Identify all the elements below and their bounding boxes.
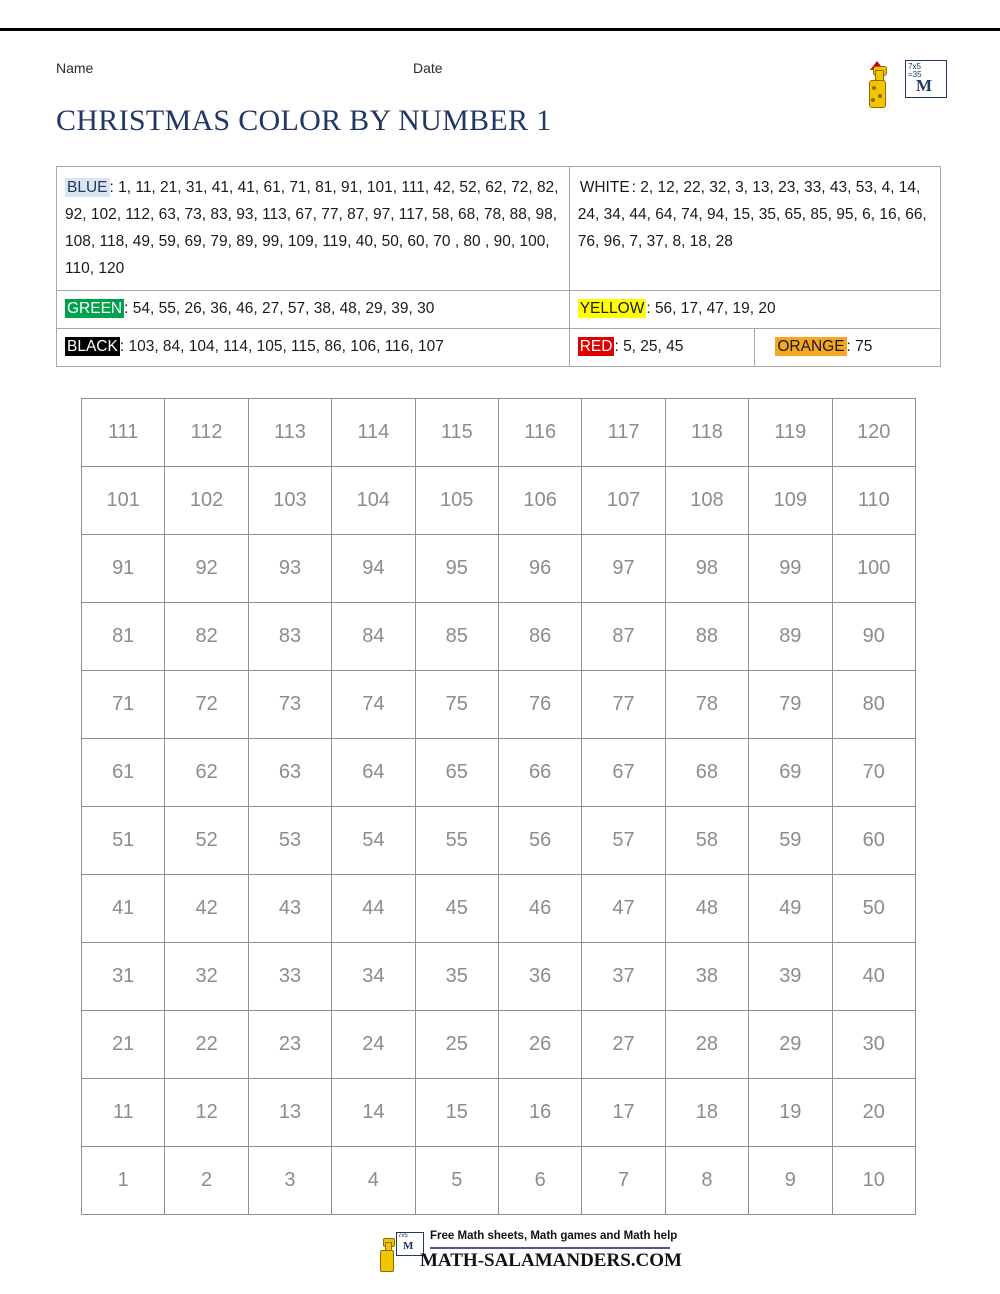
grid-cell[interactable]: 37	[582, 943, 665, 1011]
grid-cell[interactable]: 7	[582, 1147, 665, 1215]
footer-tagline: Free Math sheets, Math games and Math help	[430, 1230, 678, 1242]
grid-cell[interactable]: 93	[248, 535, 331, 603]
color-key-table	[56, 166, 941, 367]
table-row	[82, 807, 916, 875]
grid-cell[interactable]: 109	[749, 467, 832, 535]
giraffe-spot	[872, 86, 876, 90]
grid-cell[interactable]: 73	[248, 671, 331, 739]
key-numbers-blue: : 1, 11, 21, 31, 41, 41, 61, 71, 81, 91, 101, 111, 42, 52, 62, 72, 82, 92, 102, 112, 63, 73, 83, 93, 113, 67, 77, 87, 97, 117, 58, 68, 78, 88, 98, 108, 118, 49, 59, 69, 79, 89, 99, 109, 119, 40, 50, 60, 70 , 80 , 90, 100, 110, 120	[65, 179, 559, 277]
grid-cell[interactable]: 72	[165, 671, 248, 739]
grid-cell[interactable]: 1	[82, 1147, 165, 1215]
grid-cell[interactable]: 34	[332, 943, 415, 1011]
grid-cell[interactable]: 116	[498, 399, 581, 467]
grid-cell[interactable]: 47	[582, 875, 665, 943]
grid-cell[interactable]: 98	[665, 535, 748, 603]
grid-cell[interactable]: 80	[832, 671, 915, 739]
logo-badge-line2: =35	[908, 70, 922, 79]
grid-cell[interactable]: 49	[749, 875, 832, 943]
grid-cell[interactable]: 85	[415, 603, 498, 671]
grid-cell[interactable]: 35	[415, 943, 498, 1011]
table-row	[82, 671, 916, 739]
grid-cell[interactable]: 48	[665, 875, 748, 943]
date-label: Date	[413, 60, 443, 76]
grid-cell[interactable]: 69	[749, 739, 832, 807]
grid-cell[interactable]: 71	[82, 671, 165, 739]
grid-cell[interactable]: 32	[165, 943, 248, 1011]
table-row	[82, 467, 916, 535]
grid-cell[interactable]: 15	[415, 1079, 498, 1147]
grid-cell[interactable]: 65	[415, 739, 498, 807]
grid-cell[interactable]: 41	[82, 875, 165, 943]
grid-cell[interactable]: 117	[582, 399, 665, 467]
key-cell-red	[570, 329, 755, 366]
grid-cell[interactable]: 75	[415, 671, 498, 739]
grid-cell[interactable]: 107	[582, 467, 665, 535]
key-cell-blue	[57, 167, 570, 291]
grid-cell[interactable]: 77	[582, 671, 665, 739]
page-footer	[0, 1228, 1000, 1288]
key-row-green-yellow	[57, 291, 941, 329]
logo-badge-line1: 7x5	[908, 62, 921, 71]
footer-giraffe-icon	[378, 1238, 396, 1274]
table-row	[82, 875, 916, 943]
grid-cell[interactable]: 43	[248, 875, 331, 943]
grid-cell[interactable]: 115	[415, 399, 498, 467]
grid-cell[interactable]: 103	[248, 467, 331, 535]
logo-badge-letter: M	[916, 76, 933, 95]
grid-cell[interactable]: 12	[165, 1079, 248, 1147]
table-row	[82, 739, 916, 807]
grid-cell[interactable]: 99	[749, 535, 832, 603]
grid-cell[interactable]: 70	[832, 739, 915, 807]
grid-cell[interactable]: 100	[832, 535, 915, 603]
key-cell-white	[569, 167, 940, 291]
grid-cell[interactable]: 40	[832, 943, 915, 1011]
grid-cell[interactable]: 97	[582, 535, 665, 603]
grid-cell[interactable]: 25	[415, 1011, 498, 1079]
grid-cell[interactable]: 22	[165, 1011, 248, 1079]
grid-cell[interactable]: 38	[665, 943, 748, 1011]
grid-cell[interactable]: 20	[832, 1079, 915, 1147]
grid-cell[interactable]: 82	[165, 603, 248, 671]
grid-cell[interactable]: 90	[832, 603, 915, 671]
key-numbers-orange: : 75	[846, 338, 873, 355]
grid-cell[interactable]: 18	[665, 1079, 748, 1147]
grid-cell[interactable]: 16	[498, 1079, 581, 1147]
table-row	[82, 1011, 916, 1079]
grid-cell[interactable]: 26	[498, 1011, 581, 1079]
logo-badge	[905, 60, 947, 98]
grid-cell[interactable]: 68	[665, 739, 748, 807]
grid-cell[interactable]: 113	[248, 399, 331, 467]
grid-cell[interactable]: 106	[498, 467, 581, 535]
grid-cell[interactable]: 58	[665, 807, 748, 875]
grid-cell[interactable]: 67	[582, 739, 665, 807]
grid-cell[interactable]: 95	[415, 535, 498, 603]
grid-cell[interactable]: 44	[332, 875, 415, 943]
table-row	[82, 1147, 916, 1215]
grid-cell[interactable]: 110	[832, 467, 915, 535]
grid-cell[interactable]: 96	[498, 535, 581, 603]
table-row	[82, 943, 916, 1011]
grid-cell[interactable]: 52	[165, 807, 248, 875]
grid-cell[interactable]: 83	[248, 603, 331, 671]
grid-cell[interactable]: 61	[82, 739, 165, 807]
grid-cell[interactable]: 87	[582, 603, 665, 671]
grid-cell[interactable]: 55	[415, 807, 498, 875]
key-label-orange: ORANGE	[777, 338, 845, 355]
table-row	[82, 535, 916, 603]
key-label-blue: BLUE	[67, 179, 108, 196]
grid-cell[interactable]: 92	[165, 535, 248, 603]
grid-cell[interactable]: 119	[749, 399, 832, 467]
grid-cell[interactable]: 76	[498, 671, 581, 739]
grid-cell[interactable]: 57	[582, 807, 665, 875]
page-top-rule	[0, 28, 1000, 31]
grid-cell[interactable]: 111	[82, 399, 165, 467]
key-row-black-red-orange	[57, 329, 941, 367]
key-label-yellow: YELLOW	[579, 300, 645, 317]
key-subrow	[570, 329, 940, 366]
grid-cell[interactable]: 17	[582, 1079, 665, 1147]
table-row	[82, 603, 916, 671]
footer-badge-letter: M	[403, 1240, 414, 1252]
page-title: CHRISTMAS COLOR BY NUMBER 1	[56, 104, 552, 137]
grid-cell[interactable]: 28	[665, 1011, 748, 1079]
grid-cell[interactable]: 6	[498, 1147, 581, 1215]
grid-cell[interactable]: 86	[498, 603, 581, 671]
grid-cell[interactable]: 19	[749, 1079, 832, 1147]
grid-cell[interactable]: 60	[832, 807, 915, 875]
grid-cell[interactable]: 56	[498, 807, 581, 875]
grid-cell[interactable]: 30	[832, 1011, 915, 1079]
giraffe-mascot-icon	[861, 64, 895, 110]
grid-cell[interactable]: 105	[415, 467, 498, 535]
key-numbers-yellow: : 56, 17, 47, 19, 20	[646, 300, 776, 317]
grid-cell[interactable]: 9	[749, 1147, 832, 1215]
key-cell-yellow	[569, 291, 940, 329]
grid-cell[interactable]: 24	[332, 1011, 415, 1079]
grid-cell[interactable]: 27	[582, 1011, 665, 1079]
grid-cell[interactable]: 102	[165, 467, 248, 535]
grid-cell[interactable]: 39	[749, 943, 832, 1011]
key-cell-red-orange	[569, 329, 940, 367]
key-label-green: GREEN	[67, 300, 123, 317]
grid-cell[interactable]: 14	[332, 1079, 415, 1147]
table-row	[82, 1079, 916, 1147]
key-cell-green	[57, 291, 570, 329]
giraffe-spot	[878, 94, 882, 98]
grid-cell[interactable]: 45	[415, 875, 498, 943]
grid-cell[interactable]: 118	[665, 399, 748, 467]
grid-cell[interactable]: 5	[415, 1147, 498, 1215]
grid-cell[interactable]: 62	[165, 739, 248, 807]
grid-cell[interactable]: 84	[332, 603, 415, 671]
grid-cell[interactable]: 42	[165, 875, 248, 943]
grid-cell[interactable]: 94	[332, 535, 415, 603]
grid-cell[interactable]: 104	[332, 467, 415, 535]
key-cell-orange	[755, 329, 940, 366]
grid-cell[interactable]: 46	[498, 875, 581, 943]
grid-cell[interactable]: 120	[832, 399, 915, 467]
grid-cell[interactable]: 59	[749, 807, 832, 875]
key-subtable-red-orange	[570, 329, 940, 366]
grid-cell[interactable]: 10	[832, 1147, 915, 1215]
grid-cell[interactable]: 11	[82, 1079, 165, 1147]
grid-cell[interactable]: 2	[165, 1147, 248, 1215]
number-grid	[81, 398, 916, 1215]
grid-cell[interactable]: 23	[248, 1011, 331, 1079]
footer-badge-line1: 7x5	[398, 1233, 408, 1239]
grid-cell[interactable]: 53	[248, 807, 331, 875]
key-cell-black	[57, 329, 570, 367]
key-numbers-red: : 5, 25, 45	[614, 338, 684, 355]
key-numbers-green: : 54, 55, 26, 36, 46, 27, 57, 38, 48, 29, 39, 30	[124, 300, 435, 317]
grid-cell[interactable]: 33	[248, 943, 331, 1011]
key-numbers-white: : 2, 12, 22, 32, 3, 13, 23, 33, 43, 53, 4, 14, 24, 34, 44, 64, 74, 94, 15, 35, 65, 85, 95, 6, 16, 66, 76, 96, 7, 37, 8, 18, 28	[577, 179, 927, 250]
grid-cell[interactable]: 4	[332, 1147, 415, 1215]
grid-cell[interactable]: 91	[82, 535, 165, 603]
grid-cell[interactable]: 88	[665, 603, 748, 671]
grid-cell[interactable]: 79	[749, 671, 832, 739]
grid-cell[interactable]: 29	[749, 1011, 832, 1079]
grid-cell[interactable]: 101	[82, 467, 165, 535]
math-salamanders-logo	[855, 58, 947, 114]
grid-cell[interactable]: 36	[498, 943, 581, 1011]
grid-cell[interactable]: 112	[165, 399, 248, 467]
footer-content	[376, 1228, 682, 1284]
key-label-red: RED	[579, 338, 613, 355]
grid-cell[interactable]: 63	[248, 739, 331, 807]
footer-giraffe-body	[380, 1250, 394, 1272]
grid-cell[interactable]: 8	[665, 1147, 748, 1215]
grid-cell[interactable]: 74	[332, 671, 415, 739]
grid-cell[interactable]: 51	[82, 807, 165, 875]
grid-cell[interactable]: 81	[82, 603, 165, 671]
grid-cell[interactable]: 108	[665, 467, 748, 535]
name-label: Name	[56, 60, 94, 76]
grid-cell[interactable]: 50	[832, 875, 915, 943]
grid-cell[interactable]: 64	[332, 739, 415, 807]
key-numbers-black: : 103, 84, 104, 114, 105, 115, 86, 106, 116, 107	[119, 338, 444, 355]
footer-divider	[430, 1247, 670, 1249]
grid-cell[interactable]: 78	[665, 671, 748, 739]
grid-cell[interactable]: 31	[82, 943, 165, 1011]
grid-cell[interactable]: 114	[332, 399, 415, 467]
grid-cell[interactable]: 13	[248, 1079, 331, 1147]
grid-cell[interactable]: 21	[82, 1011, 165, 1079]
footer-site-url[interactable]: MATH-SALAMANDERS.COM	[420, 1250, 682, 1271]
giraffe-spot	[871, 98, 875, 102]
grid-cell[interactable]: 89	[749, 603, 832, 671]
key-label-white: WHITE	[579, 179, 630, 196]
table-row	[82, 399, 916, 467]
key-row-blue-white	[57, 167, 941, 291]
grid-cell[interactable]: 66	[498, 739, 581, 807]
grid-cell[interactable]: 3	[248, 1147, 331, 1215]
key-label-black: BLACK	[67, 338, 118, 355]
grid-cell[interactable]: 54	[332, 807, 415, 875]
